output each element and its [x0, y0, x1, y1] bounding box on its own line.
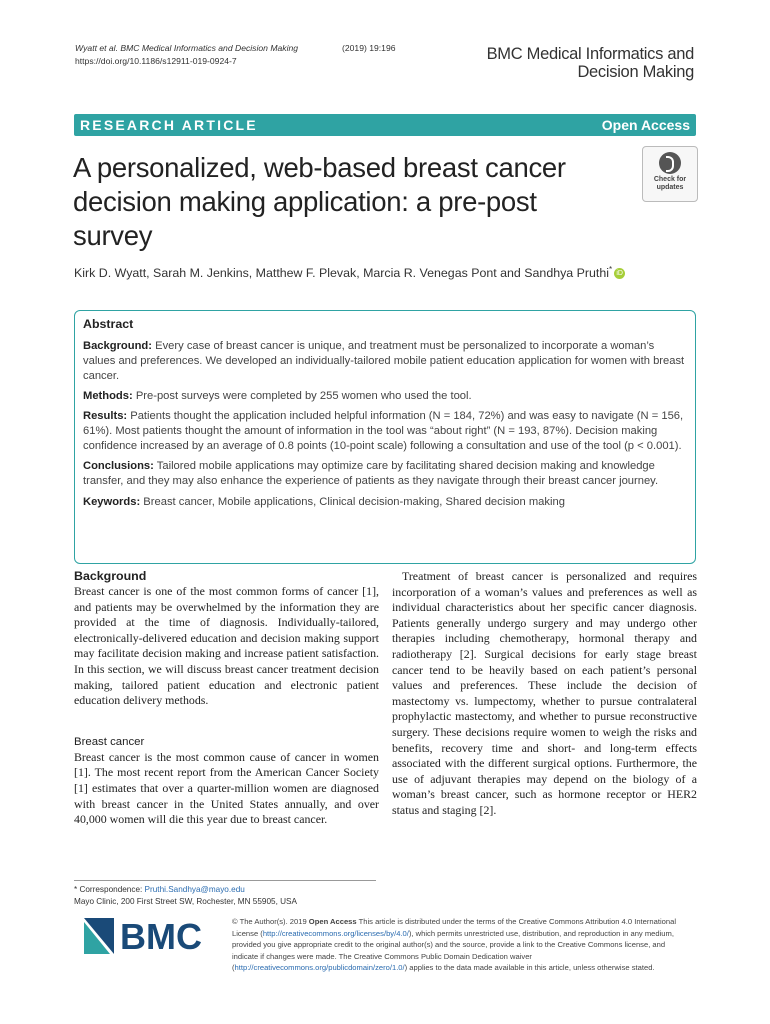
- bmc-logo-icon: [84, 916, 216, 956]
- correspondence-address: Mayo Clinic, 200 First Street SW, Rochester, MN 55905, USA: [74, 897, 297, 906]
- open-access-label: Open Access: [601, 117, 690, 133]
- corresponding-mark: *: [609, 265, 613, 274]
- breast-cancer-paragraph: Breast cancer is the most common cause of cancer in women [1]. The most recent report from the American Cancer Society [1] estimates that over a quarter-million women are diagnosed with breast cancer in the United States annually, and over 40,000 women will die this year due to breast cancer.: [74, 749, 379, 827]
- abstract-conclusions: Conclusions: Tailored mobile applications may optimize care by facilitating shared decision making and knowledge transfer, and they may also enhance the experience of patients as they navigate through their breast cancer journey.: [83, 460, 659, 487]
- bmc-logo-text: BMC: [120, 916, 202, 956]
- abstract-background: Background: Every case of breast cancer is unique, and treatment must be personalized to incorporate a woman’s values and preferences. We developed an individually-tailored mobile patient education application for women with breast cancer.: [83, 340, 685, 382]
- journal-name: [487, 45, 694, 81]
- license-open-access: Open Access: [308, 917, 357, 926]
- license-link-cc0[interactable]: http://creativecommons.org/publicdomain/zero/1.0/: [234, 963, 405, 973]
- license-text: © The Author(s). 2019 Open Access This article is distributed under the terms of the Creative Commons Attribution 4.0 International License (http://creativecommons.org/licenses/by/4.0/), which permits unrestricted use, distribution, and reproduction in any medium, provided you give appropriate credit to the original author(s) and the source, provide a link to the Creative Commons license, and indicate if changes were made. The Creative Commons Public Domain Dedication waiver (http://creativecommons.org/publicdomain/zero/1.0/) applies to the data made available in this article, unless otherwise stated.: [232, 917, 677, 973]
- correspondence-email[interactable]: Pruthi.Sandhya@mayo.edu: [144, 885, 245, 894]
- check-for-updates-badge[interactable]: [642, 146, 698, 202]
- citation-year: (2019) 19:196: [342, 43, 396, 53]
- subsection-heading-breast-cancer: Breast cancer: [74, 735, 145, 748]
- doi-link[interactable]: https://doi.org/10.1186/s12911-019-0924-7: [75, 56, 237, 66]
- orcid-icon[interactable]: iD: [614, 268, 625, 279]
- update-icon: [659, 152, 681, 174]
- running-header: [75, 42, 396, 68]
- abstract-keywords: Keywords: Breast cancer, Mobile applications, Clinical decision-making, Shared decision making: [83, 496, 565, 508]
- correspondence-label: * Correspondence:: [74, 885, 145, 894]
- abstract-methods: Methods: Pre-post surveys were completed by 255 women who used the tool.: [83, 390, 472, 402]
- footnote: [74, 884, 297, 908]
- abstract-results: Results: Patients thought the application included helpful information (N = 184, 72%) and was easy to navigate (N = 156, 61%). Most patients thought the amount of information in the tool was “about right” (N = 193, 87%). Decision making confidence increased by an average of 0.8 points (10-point scale) following a consultation and use of the tool (p < 0.001).: [83, 410, 684, 452]
- authors-text: Kirk D. Wyatt, Sarah M. Jenkins, Matthew F. Plevak, Marcia R. Venegas Pont and Sandhya Pruthi: [74, 266, 609, 281]
- abstract-heading: Abstract: [83, 317, 134, 331]
- article-type: RESEARCH ARTICLE: [80, 117, 258, 133]
- author-list: [74, 265, 625, 280]
- article-type-banner: [74, 114, 696, 136]
- badge-label-1: Check for: [653, 176, 687, 183]
- journal-name-line1: BMC Medical Informatics and: [486, 45, 694, 63]
- left-column: [74, 569, 379, 828]
- license-link-cc-by[interactable]: http://creativecommons.org/licenses/by/4.0/: [262, 928, 409, 938]
- abstract-box: [74, 310, 696, 564]
- citation-journal: Wyatt et al. BMC Medical Informatics and Decision Making: [75, 43, 299, 53]
- footnote-divider: [74, 880, 376, 881]
- bmc-logo: [84, 916, 216, 956]
- badge-label-2: updates: [656, 183, 684, 191]
- right-column: [392, 569, 697, 819]
- section-heading-background: Background: [74, 569, 147, 583]
- treatment-paragraph: Treatment of breast cancer is personalized and requires incorporation of a woman’s values and preferences as well as individual characteristics about her specific cancer diagnosis. Patients generally undergo surgery and may undergo other therapies including chemotherapy, hormonal therapy and radiotherapy [2]. Surgical decisions for early stage breast cancer tend to be heavily based on each patient’s personal values and preferences. These include the decision of mastectomy vs. lumpectomy, whether to pursue contralateral prophylactic mastectomy, and whether to pursue reconstructive surgery. These decisions require women to weigh the risks and benefits, recovery time and short- and long-term effects associated with the different surgical options. Furthermore, the use of adjuvant therapies may depend on the biology of a woman’s breast cancer, such as hormone receptor or HER2 status and staging [2].: [392, 569, 697, 817]
- article-title: A personalized, web-based breast cancer decision making application: a pre-post survey: [73, 152, 566, 251]
- journal-name-line2: Decision Making: [577, 63, 694, 81]
- background-paragraph: Breast cancer is one of the most common forms of cancer [1], and patients may be overwhelmed by the information they are provided at the time of diagnosis. Individually-tailored, electronically-delivered education and decision making support may facilitate decision making and increase patient satisfaction. In this section, we will discuss breast cancer treatment decision making, tailored patient education and electronic patient education delivery methods.: [74, 584, 379, 708]
